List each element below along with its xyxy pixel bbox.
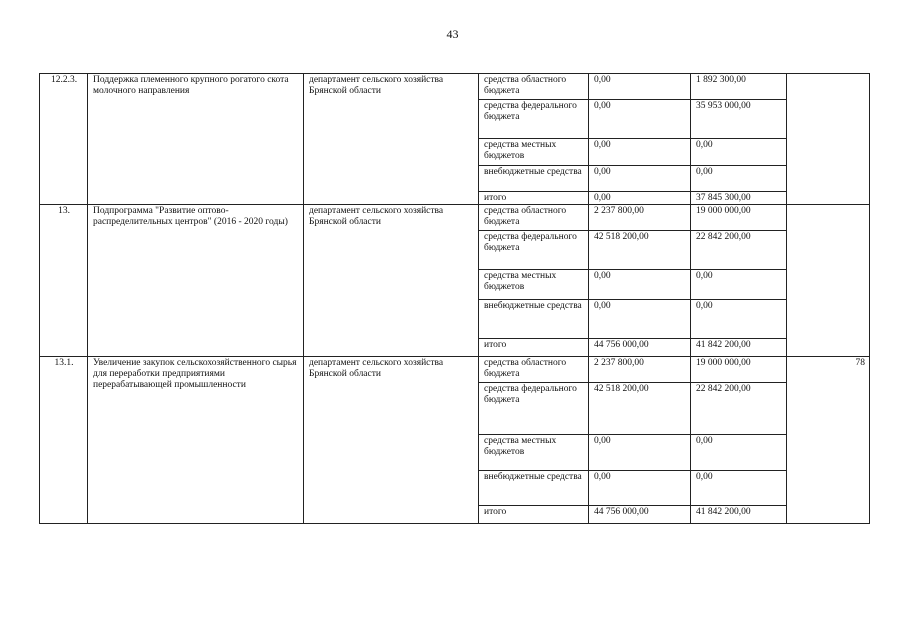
amount-1: 2 237 800,00: [589, 357, 691, 383]
amount-1: 0,00: [589, 166, 691, 192]
amount-1: 44 756 000,00: [589, 339, 691, 357]
page-number: 43: [446, 27, 459, 41]
table-row: [40, 74, 870, 100]
funding-source: средства местных бюджетов: [479, 270, 589, 300]
funding-source: внебюджетные средства: [479, 471, 589, 506]
funding-source: внебюджетные средства: [479, 166, 589, 192]
funding-source: средства местных бюджетов: [479, 139, 589, 166]
amount-1: 0,00: [589, 192, 691, 205]
funding-source: средства федерального бюджета: [479, 100, 589, 139]
extra-value: [787, 205, 870, 357]
amount-1: 42 518 200,00: [589, 231, 691, 270]
funding-source: итого: [479, 339, 589, 357]
funding-source: средства областного бюджета: [479, 357, 589, 383]
amount-2: 0,00: [691, 139, 787, 166]
funding-source: средства федерального бюджета: [479, 383, 589, 435]
amount-1: 0,00: [589, 139, 691, 166]
table-row: [40, 205, 870, 231]
budget-table: [39, 73, 870, 524]
table-body: [40, 74, 870, 524]
row-number: 13.1.: [40, 357, 88, 524]
funding-source: итого: [479, 192, 589, 205]
amount-2: 37 845 300,00: [691, 192, 787, 205]
funding-source: средства местных бюджетов: [479, 435, 589, 471]
executor: департамент сельского хозяйства Брянской области: [304, 74, 479, 205]
amount-1: 2 237 800,00: [589, 205, 691, 231]
amount-1: 0,00: [589, 100, 691, 139]
amount-2: 41 842 200,00: [691, 506, 787, 524]
amount-1: 0,00: [589, 300, 691, 339]
extra-value: [787, 74, 870, 205]
funding-source: итого: [479, 506, 589, 524]
amount-2: 19 000 000,00: [691, 205, 787, 231]
amount-2: 22 842 200,00: [691, 231, 787, 270]
amount-2: 0,00: [691, 435, 787, 471]
amount-2: 0,00: [691, 270, 787, 300]
executor: департамент сельского хозяйства Брянской области: [304, 357, 479, 524]
amount-1: 0,00: [589, 74, 691, 100]
funding-source: средства областного бюджета: [479, 74, 589, 100]
funding-source: средства федерального бюджета: [479, 231, 589, 270]
table-row: [40, 357, 870, 383]
extra-value: 78: [787, 357, 870, 524]
amount-2: 1 892 300,00: [691, 74, 787, 100]
amount-2: 22 842 200,00: [691, 383, 787, 435]
amount-1: 0,00: [589, 435, 691, 471]
row-number: 12.2.3.: [40, 74, 88, 205]
measure-name: Увеличение закупок сельскохозяйственного сырья для переработки предприятиями перерабатывающей промышленности: [88, 357, 304, 524]
amount-2: 41 842 200,00: [691, 339, 787, 357]
amount-1: 44 756 000,00: [589, 506, 691, 524]
measure-name: Поддержка племенного крупного рогатого скота молочного направления: [88, 74, 304, 205]
amount-2: 19 000 000,00: [691, 357, 787, 383]
amount-2: 0,00: [691, 471, 787, 506]
executor: департамент сельского хозяйства Брянской области: [304, 205, 479, 357]
amount-2: 0,00: [691, 166, 787, 192]
row-number: 13.: [40, 205, 88, 357]
funding-source: внебюджетные средства: [479, 300, 589, 339]
amount-1: 42 518 200,00: [589, 383, 691, 435]
amount-1: 0,00: [589, 471, 691, 506]
amount-2: 35 953 000,00: [691, 100, 787, 139]
amount-1: 0,00: [589, 270, 691, 300]
measure-name: Подпрограмма "Развитие оптово-распределительных центров" (2016 - 2020 годы): [88, 205, 304, 357]
funding-source: средства областного бюджета: [479, 205, 589, 231]
amount-2: 0,00: [691, 300, 787, 339]
